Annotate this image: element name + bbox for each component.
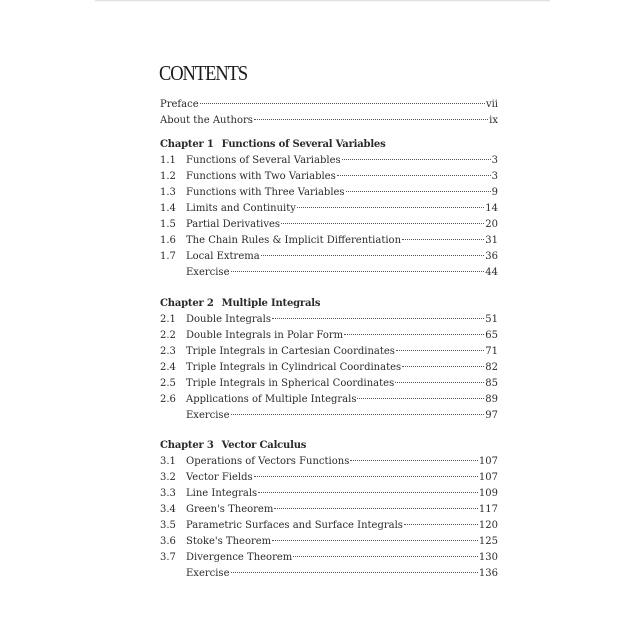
entry-title: Functions with Three Variables [186, 187, 345, 198]
section-number: 3.2 [160, 472, 176, 483]
dot-leader [272, 318, 484, 319]
dot-leader [346, 191, 491, 192]
chapter-3-section [160, 438, 498, 582]
entry-title: Triple Integrals in Spherical Coordinates [186, 378, 395, 389]
page-number: 85 [485, 378, 498, 389]
section-number: 3.6 [160, 536, 176, 547]
toc-entry [160, 113, 498, 129]
page-number: 3 [491, 155, 498, 166]
toc-entry [160, 518, 498, 534]
dot-leader [231, 414, 485, 415]
section-number: 1.3 [160, 187, 176, 198]
chapter-title: Functions of Several Variables [221, 139, 386, 150]
entry-title: The Chain Rules & Implicit Differentiation [186, 235, 402, 246]
entry-title: Exercise [186, 568, 230, 579]
toc-entry [160, 566, 498, 582]
toc-entry [160, 312, 498, 328]
toc-entry [160, 328, 498, 344]
section-number: 3.5 [160, 520, 176, 531]
toc-entry [160, 470, 498, 486]
toc-entry [160, 169, 498, 185]
page-number: 82 [485, 362, 498, 373]
section-number: 1.1 [160, 155, 176, 166]
dot-leader [200, 103, 485, 104]
entry-title: Vector Fields [186, 472, 253, 483]
toc-entry [160, 185, 498, 201]
page-number: 107 [478, 472, 498, 483]
toc-entry [160, 153, 498, 169]
dot-leader [396, 350, 484, 351]
dot-leader [297, 207, 484, 208]
entry-title: Stoke's Theorem [186, 536, 272, 547]
section-number: 2.4 [160, 362, 176, 373]
entry-title: Partial Derivatives [186, 219, 281, 230]
toc-entry [160, 376, 498, 392]
entry-title: Functions of Several Variables [186, 155, 341, 166]
page-number: 9 [491, 187, 498, 198]
entry-title: Limits and Continuity [186, 203, 296, 214]
dot-leader [402, 239, 484, 240]
chapter-title: Vector Calculus [221, 440, 307, 451]
section-number: 2.1 [160, 314, 176, 325]
toc-entry [160, 454, 498, 470]
section-number: 1.2 [160, 171, 176, 182]
entry-title: Functions with Two Variables [186, 171, 336, 182]
chapter-heading [160, 137, 498, 153]
page-number: 3 [491, 171, 498, 182]
page-number: 130 [478, 552, 498, 563]
toc-entry [160, 486, 498, 502]
page-number: 107 [478, 456, 498, 467]
section-number: 2.5 [160, 378, 176, 389]
section-number: 3.4 [160, 504, 176, 515]
entry-title: Operations of Vectors Functions [186, 456, 350, 467]
entry-title: Exercise [186, 410, 230, 421]
dot-leader [231, 271, 485, 272]
dot-leader [258, 492, 478, 493]
dot-leader [254, 119, 488, 120]
chapter-heading [160, 296, 498, 312]
entry-title: Preface [160, 99, 199, 110]
toc-entry [160, 502, 498, 518]
chapter-2-section [160, 296, 498, 424]
entry-title: Exercise [186, 267, 230, 278]
page-number: 51 [485, 314, 498, 325]
section-number: 1.5 [160, 219, 176, 230]
page-number: ix [489, 115, 498, 126]
section-number: 3.3 [160, 488, 176, 499]
toc-entry [160, 360, 498, 376]
dot-leader [281, 223, 484, 224]
toc-entry [160, 550, 498, 566]
dot-leader [404, 524, 478, 525]
dot-leader [337, 175, 491, 176]
toc-entry [160, 408, 498, 424]
entry-title: Divergence Theorem [186, 552, 293, 563]
entry-title: Local Extrema [186, 251, 260, 262]
dot-leader [395, 382, 484, 383]
page-number: 31 [485, 235, 498, 246]
chapter-label: Chapter 2 [160, 298, 214, 309]
page-number: 120 [478, 520, 498, 531]
dot-leader [231, 572, 478, 573]
entry-title: Parametric Surfaces and Surface Integrals [186, 520, 403, 531]
page-number: 71 [485, 346, 498, 357]
page-edge-shadow [95, 0, 550, 2]
page-number: 136 [478, 568, 498, 579]
section-number: 2.6 [160, 394, 176, 405]
section-number: 1.6 [160, 235, 176, 246]
page-number: 20 [485, 219, 498, 230]
entry-title: Applications of Multiple Integrals [186, 394, 357, 405]
section-number: 2.3 [160, 346, 176, 357]
toc-entry [160, 265, 498, 281]
page-number: 89 [485, 394, 498, 405]
toc-entry [160, 201, 498, 217]
chapter-label: Chapter 1 [160, 139, 214, 150]
section-number: 3.1 [160, 456, 176, 467]
section-number: 3.7 [160, 552, 176, 563]
dot-leader [402, 366, 484, 367]
entry-title: Triple Integrals in Cylindrical Coordinates [186, 362, 402, 373]
page-number: 125 [478, 536, 498, 547]
dot-leader [254, 476, 478, 477]
toc-entry [160, 344, 498, 360]
page-number: vii [485, 99, 498, 110]
toc-entry [160, 249, 498, 265]
page-number: 44 [485, 267, 498, 278]
page-number: 14 [485, 203, 498, 214]
chapter-heading [160, 438, 498, 454]
entry-title: Double Integrals [186, 314, 271, 325]
chapter-title: Multiple Integrals [221, 298, 321, 309]
section-number: 1.7 [160, 251, 176, 262]
entry-title: About the Authors [160, 115, 253, 126]
dot-leader [344, 334, 484, 335]
front-matter [160, 97, 498, 129]
dot-leader [342, 159, 491, 160]
dot-leader [272, 540, 478, 541]
page-number: 109 [478, 488, 498, 499]
chapter-1-section [160, 137, 498, 281]
toc-entry [160, 217, 498, 233]
page-number: 36 [485, 251, 498, 262]
page-number: 97 [485, 410, 498, 421]
entry-title: Line Integrals [186, 488, 258, 499]
page-number: 117 [478, 504, 498, 515]
dot-leader [274, 508, 478, 509]
page-number: 65 [485, 330, 498, 341]
dot-leader [293, 556, 478, 557]
entry-title: Triple Integrals in Cartesian Coordinates [186, 346, 395, 357]
chapter-label: Chapter 3 [160, 440, 214, 451]
section-number: 2.2 [160, 330, 176, 341]
section-number: 1.4 [160, 203, 176, 214]
entry-title: Green's Theorem [186, 504, 274, 515]
toc-entry [160, 233, 498, 249]
contents-title: CONTENTS [159, 61, 248, 85]
entry-title: Double Integrals in Polar Form [186, 330, 344, 341]
toc-entry [160, 392, 498, 408]
toc-entry [160, 534, 498, 550]
dot-leader [261, 255, 485, 256]
dot-leader [350, 460, 478, 461]
toc-entry [160, 97, 498, 113]
dot-leader [357, 398, 484, 399]
